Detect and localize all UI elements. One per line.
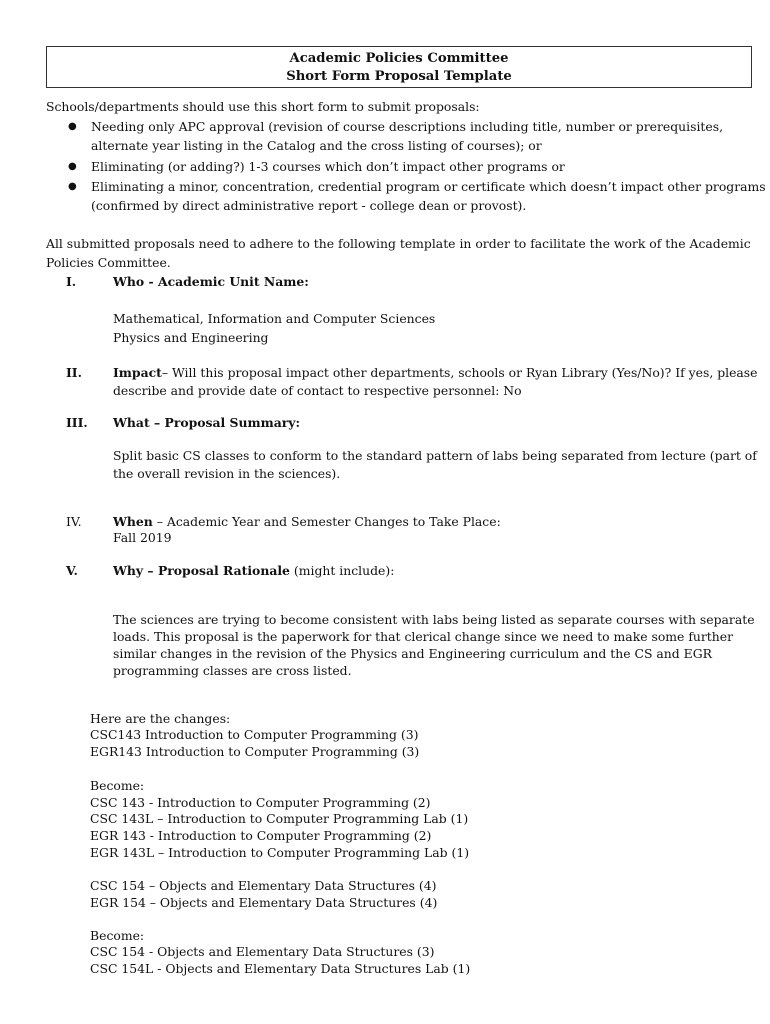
bullet-dot: ● — [68, 121, 77, 132]
bullet-dot: ● — [68, 161, 77, 172]
title-box — [46, 46, 752, 88]
change-new-course: CSC 143 - Introduction to Computer Programming (2) — [90, 795, 431, 810]
changes-intro: Here are the changes: — [90, 711, 231, 726]
section-2-heading: Impact — [113, 365, 162, 380]
change-old-course: CSC143 Introduction to Computer Programming (3) — [90, 727, 419, 742]
title-line-1: Academic Policies Committee — [289, 51, 509, 66]
section-2-line-1 — [113, 364, 758, 381]
section-1-heading: Who - Academic Unit Name: — [113, 274, 309, 289]
bullet-2-line-1: Eliminating (or adding?) 1-3 courses which don’t impact other programs or — [91, 159, 565, 174]
change-old-course: EGR143 Introduction to Computer Programming (3) — [90, 744, 420, 759]
section-4-text: – Academic Year and Semester Changes to Take Place: — [152, 514, 501, 529]
section-2-text: – Will this proposal impact other departments, schools or Ryan Library (Yes/No)? If yes, please — [161, 365, 758, 380]
section-5-body-2: loads. This proposal is the paperwork for that clerical change since we need to make some further — [113, 629, 734, 644]
change-old-course: CSC 154 – Objects and Elementary Data Structures (4) — [90, 878, 437, 893]
bullet-1-line-1: Needing only APC approval (revision of course descriptions including title, number or prerequisites, — [91, 119, 724, 134]
change-new-course: CSC 154L - Objects and Elementary Data Structures Lab (1) — [90, 961, 471, 976]
change-new-course: CSC 143L – Introduction to Computer Programming Lab (1) — [90, 811, 469, 826]
change-new-course: EGR 143 - Introduction to Computer Programming (2) — [90, 828, 432, 843]
section-3-body-1: Split basic CS classes to conform to the standard pattern of labs being separated from lecture (part of — [113, 448, 757, 463]
change-old-course: EGR 154 – Objects and Elementary Data Structures (4) — [90, 895, 438, 910]
section-5-numeral: V. — [66, 563, 78, 578]
section-1-unit-1: Mathematical, Information and Computer Sciences — [113, 311, 436, 326]
section-4-heading: When — [113, 514, 153, 529]
section-2-line-2: describe and provide date of contact to respective personnel: No — [113, 383, 522, 398]
section-4-value: Fall 2019 — [113, 530, 172, 545]
become-label: Become: — [90, 778, 145, 793]
title-line-2: Short Form Proposal Template — [286, 69, 512, 84]
section-5-line-1 — [113, 562, 394, 579]
section-5-body-1: The sciences are trying to become consistent with labs being listed as separate courses with separate — [113, 612, 755, 627]
change-new-course: CSC 154 - Objects and Elementary Data Structures (3) — [90, 944, 435, 959]
become-label: Become: — [90, 928, 145, 943]
section-5-text: (might include): — [289, 563, 395, 578]
section-1-unit-2: Physics and Engineering — [113, 330, 269, 345]
section-2-numeral: II. — [66, 365, 82, 380]
bullet-dot: ● — [68, 181, 77, 192]
template-note-line-2: Policies Committee. — [46, 255, 171, 270]
template-note-line-1: All submitted proposals need to adhere to the following template in order to facilitate the work of the Academic — [46, 236, 751, 251]
section-3-body-2: the overall revision in the sciences). — [113, 466, 341, 481]
bullet-1-line-2: alternate year listing in the Catalog and the cross listing of courses); or — [91, 138, 542, 153]
section-4-numeral: IV. — [66, 514, 82, 529]
section-1-numeral: I. — [66, 274, 77, 289]
bullet-3-line-2: (confirmed by direct administrative report - college dean or provost). — [91, 198, 527, 213]
intro-text: Schools/departments should use this short form to submit proposals: — [46, 99, 480, 114]
section-5-body-4: programming classes are cross listed. — [113, 663, 352, 678]
section-5-body-3: similar changes in the revision of the Physics and Engineering curriculum and the CS and EGR — [113, 646, 712, 661]
section-5-heading: Why – Proposal Rationale — [113, 563, 290, 578]
section-3-numeral: III. — [66, 415, 88, 430]
section-3-heading: What – Proposal Summary: — [113, 415, 301, 430]
section-4-line-1 — [113, 513, 501, 530]
change-new-course: EGR 143L – Introduction to Computer Programming Lab (1) — [90, 845, 470, 860]
bullet-3-line-1: Eliminating a minor, concentration, credential program or certificate which doesn’t impact other programs — [91, 179, 766, 194]
